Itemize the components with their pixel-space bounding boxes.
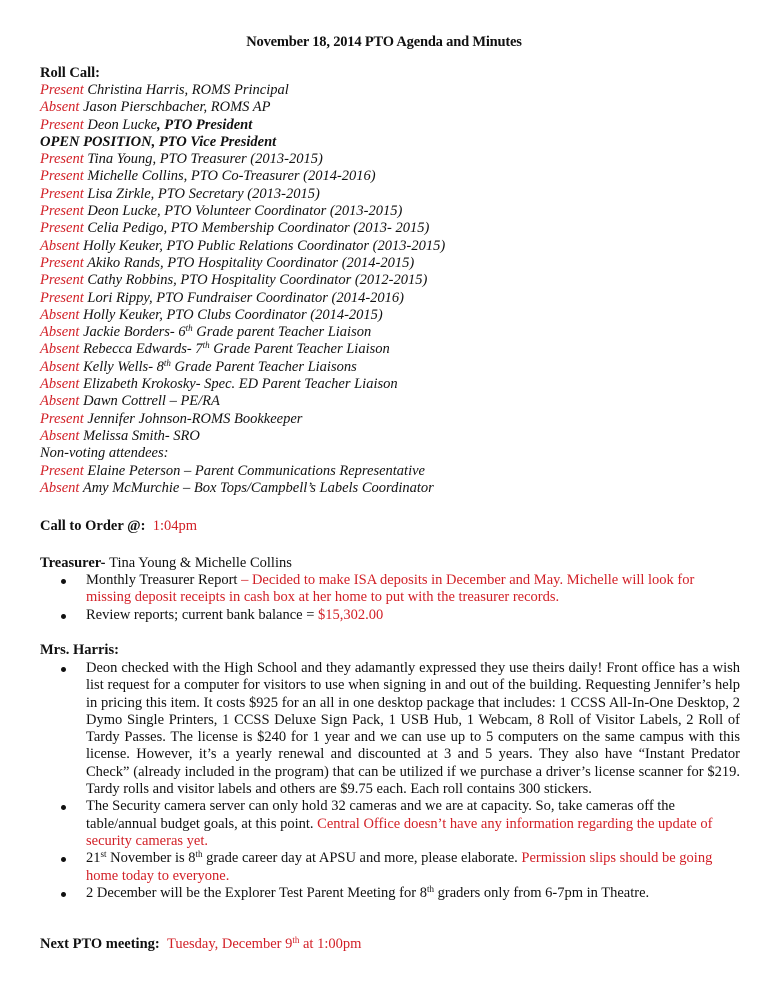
attendance-status: Absent [40, 99, 80, 116]
call-to-order-label: Call to Order @: [40, 518, 146, 534]
attendance-status: Present [40, 185, 84, 202]
attendee-name: Elizabeth Krokosky- Spec. ED Parent Teacher Liaison [83, 376, 398, 393]
bullet-icon [61, 857, 66, 862]
roll-call-entry: OPEN POSITION, PTO Vice President [40, 133, 277, 150]
attendee-name: Non-voting attendees: [40, 445, 169, 462]
next-meeting-label: Next PTO meeting: [40, 936, 160, 952]
roll-call-entry: Absent Rebecca Edwards- 7th Grade Parent Teacher Liaison [40, 340, 390, 358]
roll-call-list [40, 82, 445, 497]
roll-call-entry [40, 307, 445, 324]
attendance-status: Present [40, 82, 84, 98]
attendee-name: Jennifer Johnson-ROMS Bookkeeper [87, 410, 303, 427]
roll-call-entry [40, 203, 445, 220]
treasurer-label: Treasurer- [40, 555, 106, 571]
attendance-status: Absent [40, 237, 80, 254]
roll-call-section [40, 64, 445, 497]
list-item: Monthly Treasurer Report – Decided to make ISA deposits in December and May. Michelle will look for missing deposit receipts in cash box at her home to put with the treasurer records. [40, 572, 740, 607]
bullet-icon [61, 805, 66, 810]
roll-call-entry [40, 290, 445, 307]
roll-call-entry [40, 82, 445, 99]
roll-call-entry [40, 480, 445, 497]
roll-call-entry: Present Deon Lucke, PTO President [40, 116, 253, 133]
attendance-status: Present [40, 462, 84, 479]
treasurer-bullets [40, 572, 740, 624]
attendee-name: Amy McMurchie – Box Tops/Campbell’s Labels Coordinator [82, 479, 434, 496]
attendee-name: Christina Harris, ROMS Principal [87, 82, 289, 98]
attendee-name: Deon Lucke, PTO Volunteer Coordinator (2013-2015) [87, 203, 403, 220]
attendance-status: Absent [40, 427, 80, 444]
attendee-name: Celia Pedigo, PTO Membership Coordinator (2013- 2015) [87, 220, 430, 237]
roll-call-entry [40, 428, 445, 445]
attendee-name: Michelle Collins, PTO Co-Treasurer (2014-2016) [87, 168, 376, 185]
bullet-icon [61, 614, 66, 619]
roll-call-entry [40, 463, 445, 480]
attendance-status: Absent [40, 306, 80, 323]
attendance-status: Present [40, 410, 84, 427]
roll-call-entry [40, 376, 445, 393]
roll-call-entry [40, 393, 445, 410]
attendee-name: Tina Young, PTO Treasurer (2013-2015) [87, 151, 323, 168]
attendance-status: Present [40, 168, 84, 185]
list-item: Review reports; current bank balance = $15,302.00 [40, 607, 740, 624]
document-title: November 18, 2014 PTO Agenda and Minutes [246, 34, 522, 50]
roll-call-entry [40, 99, 445, 116]
attendance-status: Absent [40, 324, 80, 341]
bank-balance: $15,302.00 [318, 606, 384, 623]
attendee-name: Lori Rippy, PTO Fundraiser Coordinator (2014-2016) [87, 289, 404, 306]
attendee-name: Jason Pierschbacher, ROMS AP [83, 99, 271, 116]
treasurer-heading [40, 555, 292, 572]
attendance-status: Absent [40, 341, 80, 358]
attendee-name: Melissa Smith- SRO [83, 427, 200, 444]
roll-call-entry: Absent Jackie Borders- 6th Grade parent Teacher Liaison [40, 323, 372, 341]
roll-call-heading: Roll Call: [40, 65, 101, 81]
mrs-harris-heading: Mrs. Harris: [40, 642, 119, 658]
attendee-name: Dawn Cottrell – PE/RA [83, 393, 220, 410]
roll-call-entry [40, 411, 445, 428]
attendance-status: Present [40, 220, 84, 237]
attendance-status: Present [40, 151, 84, 168]
treasurer-names: Tina Young & Michelle Collins [109, 555, 292, 571]
attendance-status: Present [40, 254, 84, 271]
roll-call-entry [40, 151, 445, 168]
attendance-status: Absent [40, 376, 80, 393]
attendee-name: Lisa Zirkle, PTO Secretary (2013-2015) [87, 185, 320, 202]
mrs-harris-bullets [40, 660, 740, 902]
next-meeting-date: Tuesday, December 9th at 1:00pm [166, 935, 362, 952]
roll-call-entry [40, 238, 445, 255]
attendance-status: Present [40, 289, 84, 306]
attendance-status: Present [40, 203, 84, 220]
roll-call-entry [40, 445, 445, 462]
roll-call-entry [40, 255, 445, 272]
roll-call-entry [40, 186, 445, 203]
bullet-icon [61, 667, 66, 672]
attendee-name: Deon Lucke [87, 116, 158, 133]
bullet-icon [61, 892, 66, 897]
attendance-status: Absent [40, 393, 80, 410]
bullet-icon [61, 579, 66, 584]
attendance-status: Absent [40, 479, 80, 496]
list-item: 21st November is 8th grade career day at APSU and more, please elaborate. Permission slips should be going home today to everyone. [40, 850, 740, 885]
list-item: Deon checked with the High School and they adamantly expressed they use theirs daily! Front office has a wish list request for a computer for visitors to use when signing in and out of the building. Requesting Jennifer’s help in pricing this item. It costs $925 for an all in one desktop package that includes: 1 CCSS All-In-One Desktop, 2 Dymo Single Printers, 1 CCSS Deluxe Sign Pack, 1 USB Hub, 1 Webcam, 8 Roll of Visitor Labels, 2 Roll of Tardy Passes. The license is $240 for 1 year and we can use up to 5 computers on the same campus with this license. However, it’s a yearly renewal and discounted at 3 and 5 years. They also have “Instant Predator Check” (already included in the program) that can be utilized if we purchase a driver’s license scanner for $219. Tardy rolls and visitor labels and others are $9.75 each. Each roll contains 300 stickers. [40, 660, 740, 798]
roll-call-entry [40, 272, 445, 289]
attendee-name: Holly Keuker, PTO Clubs Coordinator (2014-2015) [83, 306, 383, 323]
list-item: The Security camera server can only hold 32 cameras and we are at capacity. So, take cameras off the table/annual budget goals, at this point. Central Office doesn’t have any information regarding the update of security cameras yet. [40, 798, 740, 850]
attendee-name: Cathy Robbins, PTO Hospitality Coordinator (2012-2015) [87, 272, 428, 289]
attendee-name: Akiko Rands, PTO Hospitality Coordinator (2014-2015) [87, 254, 415, 271]
attendance-status: Absent [40, 358, 80, 375]
call-to-order [40, 518, 197, 535]
roll-call-entry [40, 220, 445, 237]
roll-call-entry [40, 168, 445, 185]
attendance-status: Present [40, 116, 84, 133]
roll-call-entry: Absent Kelly Wells- 8th Grade Parent Teacher Liaisons [40, 357, 357, 375]
attendee-name: Elaine Peterson – Parent Communications Representative [87, 462, 425, 479]
next-meeting [40, 936, 361, 953]
attendance-status: Present [40, 272, 84, 289]
attendee-name: Holly Keuker, PTO Public Relations Coordinator (2013-2015) [83, 237, 446, 254]
list-item: 2 December will be the Explorer Test Parent Meeting for 8th graders only from 6-7pm in Theatre. [40, 885, 740, 902]
call-to-order-time: 1:04pm [152, 518, 197, 534]
